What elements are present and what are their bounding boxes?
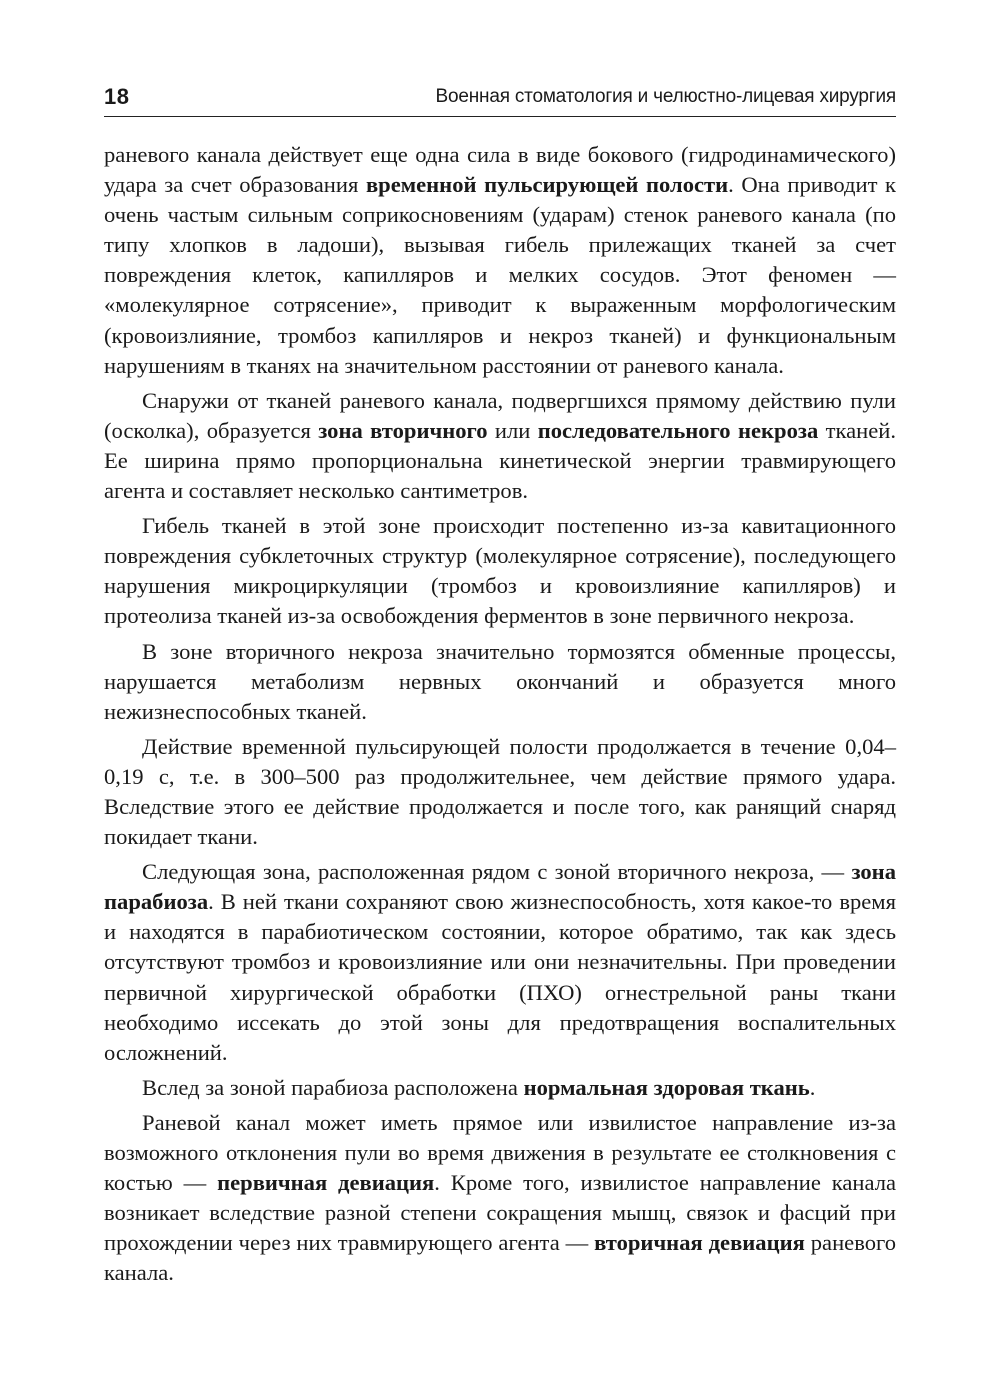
bold-term: нормальная здоровая ткань — [523, 1074, 810, 1100]
bold-term: первичная девиация — [217, 1170, 435, 1196]
text-run: В зоне вторичного некроза значительно тормозятся обменные процессы, нарушается метаболизм нервных окончаний и образуется много нежизнеспособных тканей. — [104, 638, 896, 724]
bold-term: зона вторичного — [318, 417, 488, 443]
paragraph — [104, 857, 896, 1068]
text-run: Действие временной пульсирующей полости продолжается в течение 0,04–0,19 с, т.е. в 300–500 раз продолжительнее, чем действие прямого удара. Вследствие этого ее действие продолжается и после того, как ранящий снаряд покидает ткани. — [104, 733, 896, 850]
text-run: . — [809, 1074, 816, 1100]
paragraph — [104, 1108, 896, 1289]
text-run: . Она приводит к очень частым сильным соприкосновениям (ударам) стенок раневого канала (по типу хлопков в ладоши), вызывая гибель прилежащих тканей за счет повреждения клеток, капилляров и мелких сосудов. Этот феномен — «молекулярное сотрясение», приводит к выраженным морфологическим (кровоизлияние, тромбоз капилляров и некроз тканей) и функциональным нарушениям в тканях на значительном расстоянии от раневого канала. — [104, 172, 897, 378]
text-run: Гибель тканей в этой зоне происходит постепенно из-за кавитационного повреждения субклеточных структур (молекулярное сотрясение), последующего нарушения микроциркуляции (тромбоз и кровоизлияние капилляров) и протеолиза тканей из-за освобождения ферментов в зоне первичного некроза. — [104, 513, 896, 629]
text-run: Следующая зона, расположенная рядом с зоной вторичного некроза, — — [142, 859, 852, 885]
text-run: раневого канала. — [104, 1230, 897, 1286]
page-number: 18 — [104, 84, 130, 109]
paragraph — [104, 386, 896, 506]
text-run: Снаружи от тканей раневого канала, подвергшихся прямому действию пули (осколка), образуется — [104, 387, 896, 443]
text-run: Раневой канал может иметь прямое или извилистое направление из-за возможного отклонения пули во время движения в результате ее столкновения с костью — — [104, 1109, 896, 1196]
text-run: Вслед за зоной парабиоза расположена — [142, 1074, 524, 1100]
text-run: . Кроме того, извилистое направление канала возникает вследствие разной степени сокращения мышц, связок и фасций при прохождении через них травмирующего агента — — [104, 1170, 897, 1256]
paragraph — [104, 511, 896, 631]
text-run: . В ней ткани сохраняют свою жизнеспособность, хотя какое-то время и находятся в парабиотическом состоянии, которое обратимо, так как здесь отсутствуют тромбоз и кровоизлияние или они незначительны. При проведении первичной хирургической обработки (ПХО) огнестрельной раны ткани необходимо иссекать до этой зоны для предотвращения воспалительных осложнений. — [104, 889, 896, 1065]
running-title: Военная стоматология и челюстно-лицевая хирургия — [435, 86, 896, 107]
body-text — [104, 140, 896, 1293]
bold-term: вторичная девиация — [594, 1230, 805, 1256]
paragraph — [104, 140, 896, 381]
bold-term: последовательного некроза — [537, 417, 819, 443]
paragraph — [104, 637, 896, 727]
bold-term: временной пульсирующей полости — [365, 172, 729, 198]
paragraph — [104, 1073, 896, 1103]
text-run: или — [487, 417, 538, 443]
text-run: раневого канала действует еще одна сила в виде бокового (гидродинамического) удара за счет образования — [104, 142, 896, 198]
text-run: тканей. Ее ширина прямо пропорциональна кинетической энергии травмирующего агента и составляет несколько сантиметров. — [104, 417, 897, 504]
bold-term: зона парабиоза — [104, 859, 896, 915]
paragraph — [104, 732, 896, 852]
running-header — [104, 82, 896, 117]
